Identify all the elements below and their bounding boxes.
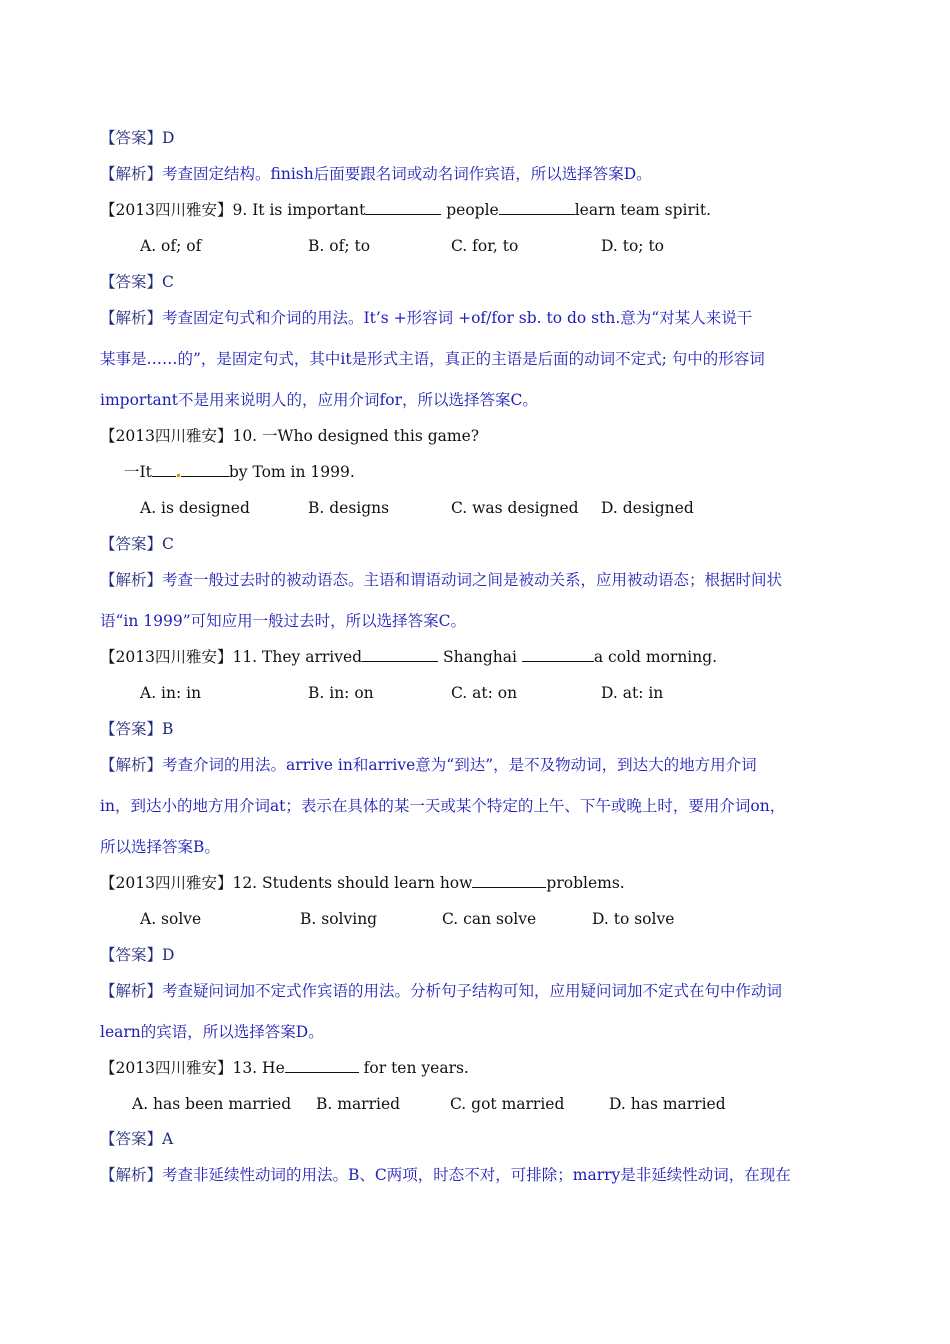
question-text: for ten years. <box>358 1059 469 1077</box>
options-row <box>140 683 900 703</box>
option-b: B. designs <box>308 499 390 517</box>
question-12 <box>100 873 860 893</box>
analysis-text: 考查疑问词加不定式作宾语的用法。分析句子结构可知，应用疑问词加不定式在句中作动词 <box>162 982 783 1000</box>
answer-value: D <box>162 129 175 147</box>
question-text: He <box>262 1059 285 1077</box>
question-text: Students should learn how <box>262 874 473 892</box>
answer-line <box>100 1129 860 1149</box>
analysis-line <box>100 1165 860 1185</box>
option-d: D. designed <box>601 499 694 517</box>
analysis-line <box>100 570 860 590</box>
options-row <box>140 236 900 256</box>
answer-line <box>100 719 860 739</box>
analysis-line <box>100 981 860 1001</box>
option-b: B. of; to <box>308 237 371 255</box>
answer-blank <box>152 462 176 477</box>
question-number: 11. <box>232 648 258 666</box>
question-13 <box>100 1058 860 1078</box>
question-10-line2 <box>124 462 884 482</box>
answer-value: C <box>162 535 174 553</box>
question-text: Shanghai <box>438 648 522 666</box>
analysis-label: 【解析】 <box>100 165 163 183</box>
analysis-text: 语“in 1999”可知应用一般过去时，所以选择答案C。 <box>100 612 467 630</box>
mark-dot <box>177 474 180 477</box>
question-source: 【2013四川雅安】 <box>100 201 233 219</box>
question-source: 【2013四川雅安】 <box>100 648 233 666</box>
question-text: by Tom in 1999. <box>228 463 355 481</box>
answer-blank <box>522 647 594 662</box>
analysis-text: 考查非延续性动词的用法。B、C两项，时态不对，可排除；marry是非延续性动词，在现在 <box>162 1166 791 1184</box>
question-text: people <box>441 201 499 219</box>
question-text: They arrived <box>262 648 363 666</box>
answer-label: 【答案】 <box>100 273 163 291</box>
options-row <box>140 909 900 929</box>
option-b: B. solving <box>300 910 378 928</box>
option-c: C. was designed <box>451 499 579 517</box>
option-a: A. is designed <box>140 499 250 517</box>
answer-blank <box>472 873 546 888</box>
option-d: D. has married <box>609 1095 726 1113</box>
analysis-text: 某事是……的”，是固定句式，其中it是形式主语，真正的主语是后面的动词不定式; 句中的形容词 <box>100 350 765 368</box>
option-c: C. can solve <box>442 910 537 928</box>
analysis-label: 【解析】 <box>100 982 163 1000</box>
analysis-text: 考查介词的用法。arrive in和arrive意为“到达”，是不及物动词，到达大的地方用介词 <box>162 756 757 774</box>
answer-label: 【答案】 <box>100 535 163 553</box>
answer-value: A <box>162 1130 174 1148</box>
answer-label: 【答案】 <box>100 720 163 738</box>
answer-line <box>100 534 860 554</box>
answer-value: C <box>162 273 174 291</box>
answer-blank <box>499 200 575 215</box>
analysis-line <box>100 164 860 184</box>
analysis-text: 考查固定句式和介词的用法。It’s +形容词 +of/for sb. to do sth.意为“对某人来说干 <box>162 309 753 327</box>
question-source: 【2013四川雅安】 <box>100 1059 233 1077</box>
options-row <box>140 498 900 518</box>
analysis-line <box>100 755 860 775</box>
question-source: 【2013四川雅安】 <box>100 427 233 445</box>
question-number: 13. <box>232 1059 258 1077</box>
question-10 <box>100 426 860 446</box>
answer-value: B <box>162 720 174 738</box>
option-c: C. got married <box>450 1095 565 1113</box>
analysis-label: 【解析】 <box>100 756 163 774</box>
analysis-text: 所以选择答案B。 <box>100 838 220 856</box>
analysis-label: 【解析】 <box>100 1166 163 1184</box>
question-number: 12. <box>232 874 258 892</box>
answer-blank <box>362 647 438 662</box>
options-row <box>132 1094 892 1114</box>
question-text: It is important <box>252 201 366 219</box>
answer-line <box>100 128 860 148</box>
option-b: B. in: on <box>308 684 374 702</box>
option-d: D. to solve <box>592 910 675 928</box>
option-d: D. at: in <box>601 684 664 702</box>
question-11 <box>100 647 860 667</box>
analysis-text: learn的宾语，所以选择答案D。 <box>100 1023 324 1041</box>
answer-label: 【答案】 <box>100 129 163 147</box>
analysis-text: important不是用来说明人的，应用介词for，所以选择答案C。 <box>100 391 538 409</box>
analysis-label: 【解析】 <box>100 571 163 589</box>
option-a: A. has been married <box>132 1095 292 1113</box>
analysis-label: 【解析】 <box>100 309 163 327</box>
answer-label: 【答案】 <box>100 1130 163 1148</box>
analysis-line <box>100 308 860 328</box>
question-text: 一Who designed this game? <box>262 427 480 445</box>
option-d: D. to; to <box>601 237 664 255</box>
question-source: 【2013四川雅安】 <box>100 874 233 892</box>
answer-value: D <box>162 946 175 964</box>
answer-blank <box>181 462 229 477</box>
analysis-text: in，到达小的地方用介词at；表示在具体的某一天或某个特定的上午、下午或晚上时，要用介词on， <box>100 797 786 815</box>
option-a: A. of; of <box>140 237 202 255</box>
answer-line <box>100 945 860 965</box>
answer-blank <box>365 200 441 215</box>
answer-blank <box>285 1058 359 1073</box>
option-c: C. at: on <box>451 684 518 702</box>
option-b: B. married <box>316 1095 401 1113</box>
question-text: 一It <box>124 463 152 481</box>
question-9 <box>100 200 860 220</box>
question-text: problems. <box>546 874 625 892</box>
option-c: C. for, to <box>451 237 519 255</box>
answer-label: 【答案】 <box>100 946 163 964</box>
answer-line <box>100 272 860 292</box>
question-text: learn team spirit. <box>574 201 712 219</box>
question-text: a cold morning. <box>593 648 718 666</box>
analysis-text: 考查固定结构。finish后面要跟名词或动名词作宾语，所以选择答案D。 <box>162 165 652 183</box>
option-a: A. solve <box>140 910 202 928</box>
question-number: 9. <box>232 201 248 219</box>
analysis-text: 考查一般过去时的被动语态。主语和谓语动词之间是被动关系，应用被动语态；根据时间状 <box>162 571 783 589</box>
option-a: A. in: in <box>140 684 202 702</box>
question-number: 10. <box>232 427 258 445</box>
